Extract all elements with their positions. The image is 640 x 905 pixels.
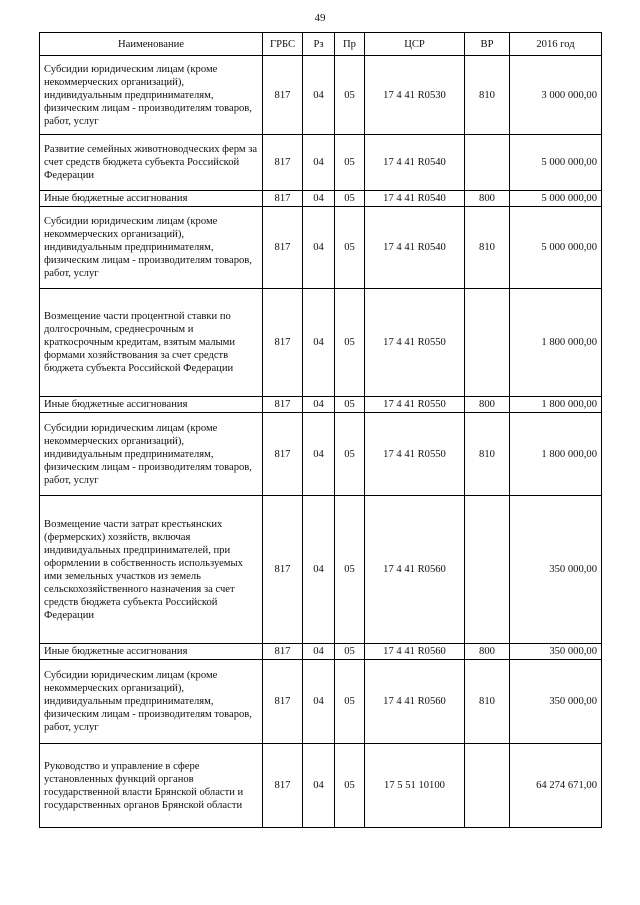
cell-rz: 04: [303, 289, 335, 397]
cell-rz: 04: [303, 397, 335, 413]
cell-grbs: 817: [263, 660, 303, 744]
cell-vr: 810: [465, 56, 510, 135]
cell-name: Субсидии юридическим лицам (кроме некоммерческих организаций), индивидуальным предпринимателям, физическим лицам - производителям товаров, работ, услуг: [40, 413, 263, 496]
cell-rz: 04: [303, 413, 335, 496]
cell-pr: 05: [335, 413, 365, 496]
cell-csr: 17 4 41 R0540: [365, 191, 465, 207]
table-row: [40, 207, 602, 289]
table-row: [40, 644, 602, 660]
page-number: 49: [314, 12, 326, 24]
cell-vr: [465, 289, 510, 397]
cell-amount: 5 000 000,00: [510, 191, 602, 207]
table-header-row: [40, 33, 602, 56]
cell-vr: 800: [465, 644, 510, 660]
cell-amount: 350 000,00: [510, 496, 602, 644]
cell-vr: 810: [465, 207, 510, 289]
cell-rz: 04: [303, 496, 335, 644]
cell-csr: 17 5 51 10100: [365, 744, 465, 828]
cell-grbs: 817: [263, 496, 303, 644]
cell-pr: 05: [335, 744, 365, 828]
cell-pr: 05: [335, 135, 365, 191]
cell-vr: [465, 135, 510, 191]
cell-name: Возмещение части затрат крестьянских (фермерских) хозяйств, включая индивидуальных предпринимателей, при оформлении в собственность используемых ими земельных участков из земель сельскохозяйственного назначения за счет средств бюджета субъекта Российской Федерации: [40, 496, 263, 644]
cell-amount: 5 000 000,00: [510, 135, 602, 191]
cell-name: Иные бюджетные ассигнования: [40, 191, 263, 207]
cell-grbs: 817: [263, 56, 303, 135]
cell-amount: 64 274 671,00: [510, 744, 602, 828]
cell-rz: 04: [303, 135, 335, 191]
cell-name: Возмещение части процентной ставки по долгосрочным, среднесрочным и краткосрочным кредитам, взятым малыми формами хозяйствования за счет средств бюджета субъекта Российской Федерации: [40, 289, 263, 397]
cell-csr: 17 4 41 R0550: [365, 413, 465, 496]
cell-grbs: 817: [263, 135, 303, 191]
table-row: [40, 496, 602, 644]
cell-grbs: 817: [263, 191, 303, 207]
cell-amount: 350 000,00: [510, 660, 602, 744]
cell-grbs: 817: [263, 289, 303, 397]
cell-vr: 810: [465, 660, 510, 744]
cell-pr: 05: [335, 397, 365, 413]
header-amount: 2016 год: [510, 33, 602, 56]
cell-grbs: 817: [263, 644, 303, 660]
cell-amount: 1 800 000,00: [510, 397, 602, 413]
cell-vr: 810: [465, 413, 510, 496]
cell-rz: 04: [303, 207, 335, 289]
cell-csr: 17 4 41 R0540: [365, 135, 465, 191]
cell-csr: 17 4 41 R0550: [365, 397, 465, 413]
cell-name: Руководство и управление в сфере установленных функций органов государственной власти Брянской области и государственных органов Брянской области: [40, 744, 263, 828]
table-row: [40, 413, 602, 496]
budget-table: [39, 32, 602, 828]
cell-vr: 800: [465, 191, 510, 207]
table-row: [40, 135, 602, 191]
cell-pr: 05: [335, 191, 365, 207]
cell-csr: 17 4 41 R0560: [365, 644, 465, 660]
cell-name: Развитие семейных животноводческих ферм за счет средств бюджета субъекта Российской Федерации: [40, 135, 263, 191]
cell-vr: [465, 496, 510, 644]
header-csr: ЦСР: [365, 33, 465, 56]
cell-csr: 17 4 41 R0560: [365, 496, 465, 644]
cell-rz: 04: [303, 191, 335, 207]
header-rz: Рз: [303, 33, 335, 56]
cell-rz: 04: [303, 660, 335, 744]
cell-csr: 17 4 41 R0530: [365, 56, 465, 135]
cell-pr: 05: [335, 207, 365, 289]
cell-amount: 1 800 000,00: [510, 289, 602, 397]
cell-csr: 17 4 41 R0560: [365, 660, 465, 744]
cell-amount: 350 000,00: [510, 644, 602, 660]
table-row: [40, 191, 602, 207]
cell-pr: 05: [335, 660, 365, 744]
cell-amount: 3 000 000,00: [510, 56, 602, 135]
cell-name: Субсидии юридическим лицам (кроме некоммерческих организаций), индивидуальным предпринимателям, физическим лицам - производителям товаров, работ, услуг: [40, 660, 263, 744]
cell-name: Субсидии юридическим лицам (кроме некоммерческих организаций), индивидуальным предпринимателям, физическим лицам - производителям товаров, работ, услуг: [40, 56, 263, 135]
cell-grbs: 817: [263, 397, 303, 413]
cell-rz: 04: [303, 56, 335, 135]
cell-pr: 05: [335, 496, 365, 644]
table-row: [40, 289, 602, 397]
cell-vr: 800: [465, 397, 510, 413]
table-row: [40, 744, 602, 828]
cell-grbs: 817: [263, 413, 303, 496]
cell-rz: 04: [303, 744, 335, 828]
cell-pr: 05: [335, 289, 365, 397]
header-pr: Пр: [335, 33, 365, 56]
header-name: Наименование: [40, 33, 263, 56]
cell-amount: 5 000 000,00: [510, 207, 602, 289]
cell-name: Иные бюджетные ассигнования: [40, 397, 263, 413]
cell-grbs: 817: [263, 744, 303, 828]
table-row: [40, 660, 602, 744]
cell-vr: [465, 744, 510, 828]
table-row: [40, 56, 602, 135]
cell-grbs: 817: [263, 207, 303, 289]
cell-name: Субсидии юридическим лицам (кроме некоммерческих организаций), индивидуальным предпринимателям, физическим лицам - производителям товаров, работ, услуг: [40, 207, 263, 289]
cell-pr: 05: [335, 644, 365, 660]
cell-rz: 04: [303, 644, 335, 660]
cell-csr: 17 4 41 R0540: [365, 207, 465, 289]
cell-amount: 1 800 000,00: [510, 413, 602, 496]
cell-name: Иные бюджетные ассигнования: [40, 644, 263, 660]
header-vr: ВР: [465, 33, 510, 56]
cell-csr: 17 4 41 R0550: [365, 289, 465, 397]
header-grbs: ГРБС: [263, 33, 303, 56]
table-row: [40, 397, 602, 413]
cell-pr: 05: [335, 56, 365, 135]
